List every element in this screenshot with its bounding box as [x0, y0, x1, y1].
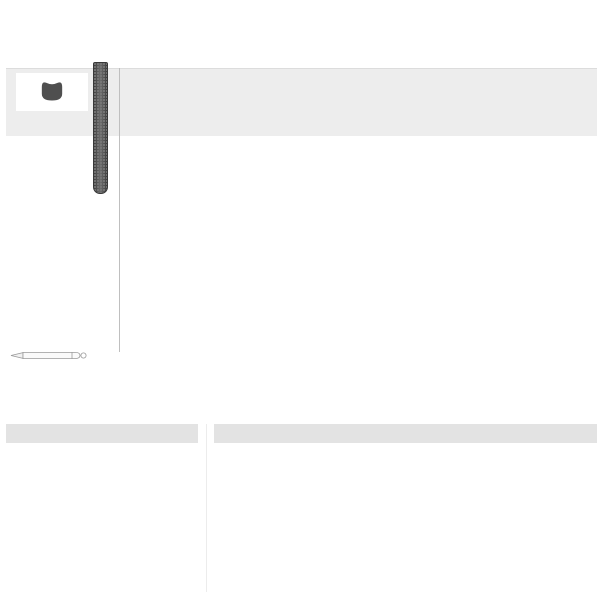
- symbols-panel: [0, 420, 207, 600]
- figure-icon-box: [16, 73, 88, 111]
- ra-bur-pictogram: [9, 348, 89, 366]
- bur-835-large-image: [93, 62, 108, 194]
- granulometry-panel: [207, 420, 600, 600]
- label-column-divider: [119, 68, 120, 352]
- cavity-prep-icon: [37, 79, 67, 110]
